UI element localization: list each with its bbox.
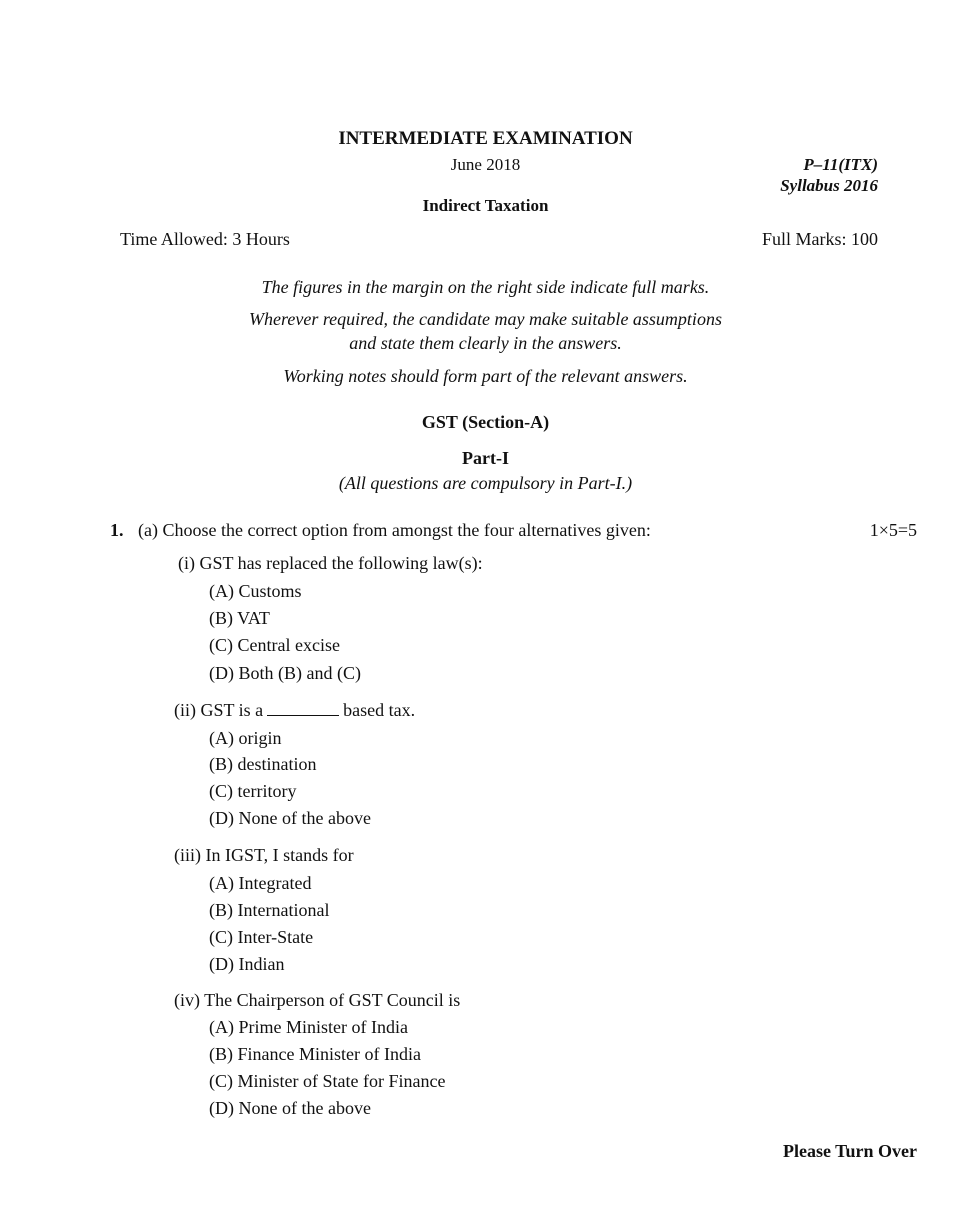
question-marks: 1×5=5: [869, 520, 917, 540]
option: (C) territory: [209, 781, 297, 801]
subquestion-label: [174, 700, 415, 721]
option: (B) VAT: [209, 608, 270, 628]
part-note: (All questions are compulsory in Part-I.): [338, 473, 633, 493]
please-turn-over: Please Turn Over: [783, 1141, 917, 1161]
option: (B) International: [209, 900, 330, 920]
option: (C) Inter-State: [209, 927, 314, 947]
option: (C) Minister of State for Finance: [209, 1071, 446, 1091]
option: (A) Prime Minister of India: [209, 1017, 408, 1037]
option: (D) None of the above: [209, 808, 371, 828]
option: (A) Integrated: [209, 873, 312, 893]
paper-code: P–11(ITX): [803, 155, 878, 174]
option: (A) Customs: [209, 581, 302, 601]
option: (D) None of the above: [209, 1098, 371, 1118]
instruction: Wherever required, the candidate may make suitable assumptions: [249, 309, 722, 329]
subquestion-label: (i) GST has replaced the following law(s):: [178, 553, 483, 573]
exam-date: June 2018: [450, 155, 521, 174]
subquestion-label-prefix: (ii) GST is a: [174, 700, 264, 720]
question-number: 1.: [110, 520, 124, 540]
subquestion-label: (iii) In IGST, I stands for: [174, 845, 354, 865]
subquestion-label: (iv) The Chairperson of GST Council is: [174, 990, 461, 1010]
option: (A) origin: [209, 728, 282, 748]
syllabus-year: Syllabus 2016: [780, 176, 878, 195]
option: (B) Finance Minister of India: [209, 1044, 421, 1064]
subject-title: Indirect Taxation: [422, 196, 549, 215]
part-title: Part-I: [462, 448, 509, 468]
instruction: and state them clearly in the answers.: [349, 333, 622, 353]
exam-title: INTERMEDIATE EXAMINATION: [338, 128, 633, 149]
option: (D) Both (B) and (C): [209, 663, 361, 683]
option: (D) Indian: [209, 954, 285, 974]
instruction: Working notes should form part of the relevant answers.: [283, 366, 688, 386]
subquestion-label-suffix: based tax.: [343, 700, 416, 720]
option: (C) Central excise: [209, 635, 340, 655]
option: (B) destination: [209, 754, 317, 774]
question-part-a: (a) Choose the correct option from amongst the four alternatives given:: [138, 520, 651, 540]
full-marks: Full Marks: 100: [761, 229, 878, 249]
section-title: GST (Section-A): [421, 412, 550, 432]
instruction: The figures in the margin on the right side indicate full marks.: [261, 277, 710, 297]
fill-blank: [267, 701, 339, 716]
time-allowed: Time Allowed: 3 Hours: [120, 229, 290, 249]
